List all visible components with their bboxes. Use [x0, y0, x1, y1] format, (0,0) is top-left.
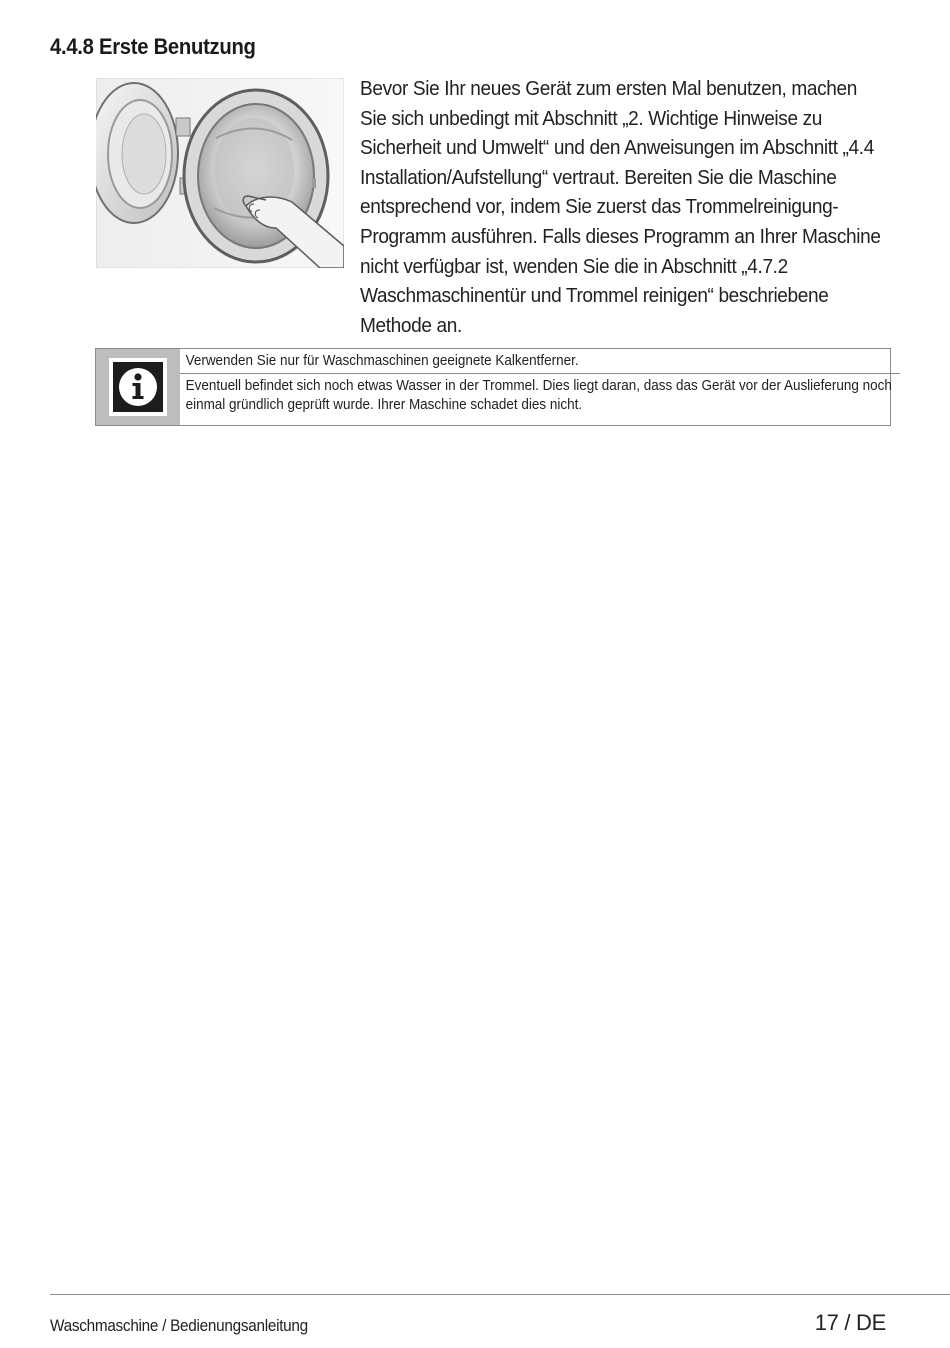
info-note-descaler: Verwenden Sie nur für Waschmaschinen geeignete Kalkentferner.: [185, 353, 579, 369]
info-box: [95, 348, 891, 426]
section-heading: 4.4.8 Erste Benutzung: [50, 34, 256, 59]
page-number: 17 / DE: [814, 1310, 886, 1335]
washing-machine-illustration: [96, 78, 344, 268]
info-note-residual-water: Eventuell befindet sich noch etwas Wasser in der Trommel. Dies liegt daran, dass das Gerät vor der Auslieferung noch einmal gründlich geprüft wurde. Ihrer Maschine schadet dies nicht.: [180, 373, 900, 417]
info-icon: [107, 356, 169, 418]
intro-paragraph: Bevor Sie Ihr neues Gerät zum ersten Mal benutzen, machen Sie sich unbedingt mit Abschnitt „2. Wichtige Hinweise zu Sicherheit und Umwelt“ und den Anweisungen im Abschnitt „4.4 Installation/Aufstellung“ vertraut. Bereiten Sie die Maschine entsprechend vor, indem Sie zuerst das Trommelreinigung-Programm ausführen. Falls dieses Programm an Ihrer Maschine nicht verfügbar ist, wenden Sie die in Abschnitt „4.7.2 Waschmaschinentür und Trommel reinigen“ beschriebene Methode an.: [360, 77, 881, 337]
footer-divider: [50, 1294, 950, 1295]
footer-document-title: Waschmaschine / Bedienungsanleitung: [50, 1316, 308, 1335]
info-icon-cell: [96, 349, 180, 425]
info-notes: [180, 349, 950, 425]
